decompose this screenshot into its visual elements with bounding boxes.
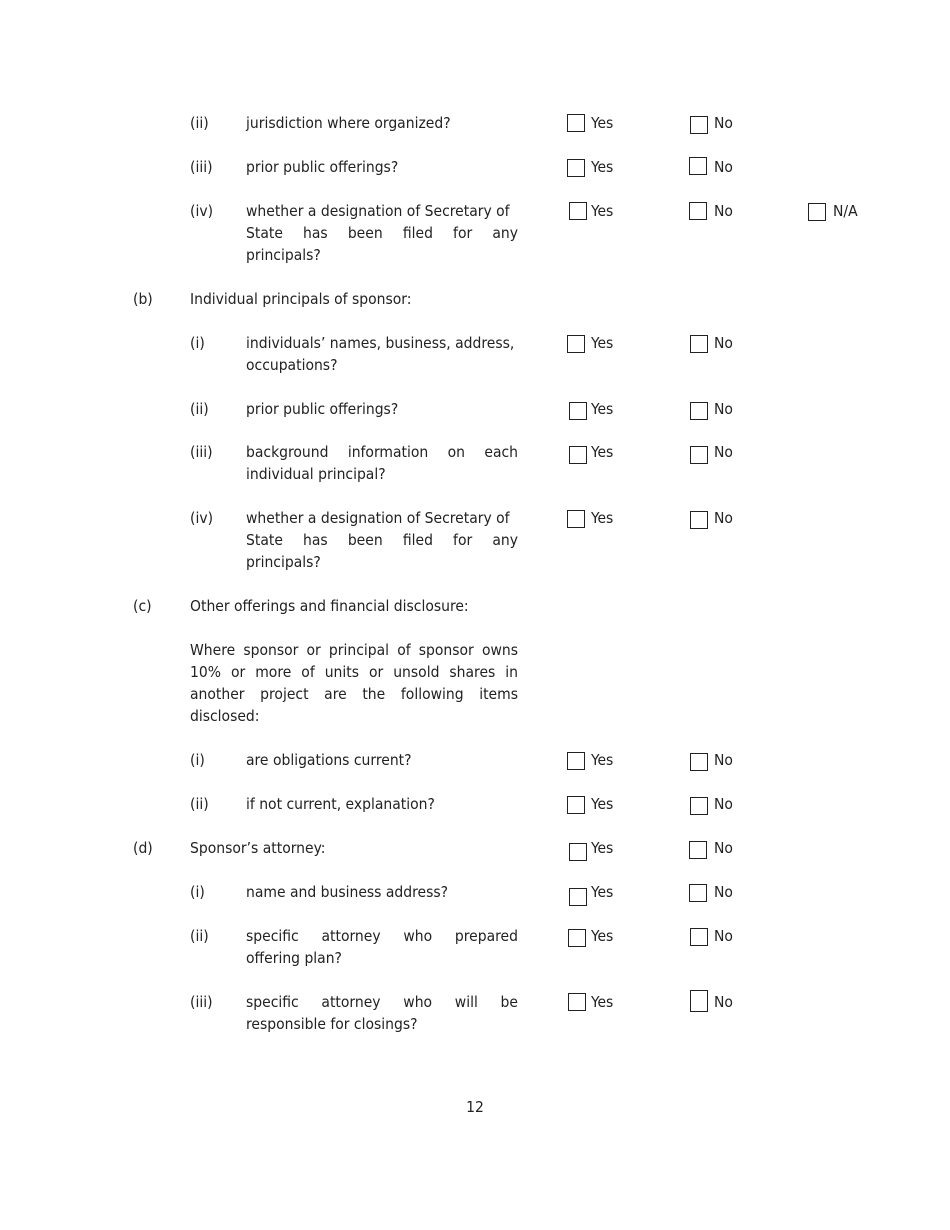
question-text: prior public offerings? — [246, 400, 399, 418]
question-line: occupations? — [246, 356, 338, 374]
item-number: (iv) — [190, 509, 214, 527]
yes-checkbox[interactable] — [567, 335, 585, 353]
yes-label: Yes — [591, 114, 614, 132]
item-number: (ii) — [190, 927, 209, 945]
item-number: (iv) — [190, 202, 214, 220]
yes-label: Yes — [591, 883, 614, 901]
yes-checkbox[interactable] — [569, 202, 587, 220]
yes-checkbox[interactable] — [567, 510, 585, 528]
yes-label: Yes — [591, 795, 614, 813]
no-checkbox[interactable] — [690, 753, 708, 771]
item-number: (iii) — [190, 443, 213, 461]
no-checkbox[interactable] — [689, 202, 707, 220]
no-label: No — [714, 795, 733, 813]
yes-checkbox[interactable] — [569, 843, 587, 861]
yes-checkbox[interactable] — [568, 993, 586, 1011]
no-checkbox[interactable] — [690, 116, 708, 134]
no-checkbox[interactable] — [689, 884, 707, 902]
no-checkbox[interactable] — [690, 990, 708, 1012]
no-checkbox[interactable] — [690, 402, 708, 420]
yes-label: Yes — [591, 927, 614, 945]
question-line: specific attorney who prepared — [246, 927, 518, 945]
section-title: Individual principals of sponsor: — [190, 290, 412, 308]
no-label: No — [714, 509, 733, 527]
no-checkbox[interactable] — [689, 841, 707, 859]
question-line: whether a designation of Secretary of — [246, 509, 510, 527]
question-text: jurisdiction where organized? — [246, 114, 451, 132]
item-number: (iii) — [190, 993, 213, 1011]
item-number: (i) — [190, 883, 205, 901]
section-number: (b) — [133, 290, 153, 308]
yes-checkbox[interactable] — [569, 446, 587, 464]
question-line: responsible for closings? — [246, 1015, 418, 1033]
yes-label: Yes — [591, 993, 614, 1011]
question-line: principals? — [246, 246, 321, 264]
question-line: State has been filed for any — [246, 224, 518, 242]
paragraph-line: Where sponsor or principal of sponsor owns — [190, 641, 518, 659]
question-text — [246, 507, 518, 573]
no-checkbox[interactable] — [690, 446, 708, 464]
na-checkbox[interactable] — [808, 203, 826, 221]
page-number: 12 — [466, 1098, 484, 1116]
yes-label: Yes — [591, 509, 614, 527]
question-line: individuals’ names, business, address, — [246, 334, 515, 352]
no-label: No — [714, 839, 733, 857]
no-label: No — [714, 158, 733, 176]
no-checkbox[interactable] — [690, 511, 708, 529]
question-text: name and business address? — [246, 883, 449, 901]
question-text — [246, 925, 518, 969]
item-number: (ii) — [190, 114, 209, 132]
no-label: No — [714, 883, 733, 901]
question-line: offering plan? — [246, 949, 342, 967]
no-label: No — [714, 751, 733, 769]
no-label: No — [714, 334, 733, 352]
question-line: State has been filed for any — [246, 531, 518, 549]
yes-label: Yes — [591, 334, 614, 352]
question-line: specific attorney who will be — [246, 993, 518, 1011]
question-text: are obligations current? — [246, 751, 412, 769]
yes-label: Yes — [591, 751, 614, 769]
no-checkbox[interactable] — [690, 797, 708, 815]
section-number: (d) — [133, 839, 153, 857]
question-line: principals? — [246, 553, 321, 571]
question-text — [246, 991, 518, 1035]
no-label: No — [714, 114, 733, 132]
question-line: background information on each — [246, 443, 518, 461]
yes-checkbox[interactable] — [569, 402, 587, 420]
yes-label: Yes — [591, 400, 614, 418]
section-number: (c) — [133, 597, 152, 615]
item-number: (i) — [190, 751, 205, 769]
yes-checkbox[interactable] — [567, 796, 585, 814]
item-number: (ii) — [190, 400, 209, 418]
question-line: whether a designation of Secretary of — [246, 202, 510, 220]
no-checkbox[interactable] — [689, 157, 707, 175]
no-checkbox[interactable] — [690, 335, 708, 353]
no-label: No — [714, 993, 733, 1011]
yes-checkbox[interactable] — [568, 929, 586, 947]
yes-checkbox[interactable] — [567, 159, 585, 177]
item-number: (iii) — [190, 158, 213, 176]
question-text: if not current, explanation? — [246, 795, 435, 813]
question-text — [246, 332, 518, 376]
item-number: (i) — [190, 334, 205, 352]
paragraph-line: disclosed: — [190, 707, 260, 725]
question-text: prior public offerings? — [246, 158, 399, 176]
paragraph-line: another project are the following items — [190, 685, 518, 703]
section-paragraph — [190, 639, 518, 727]
question-text — [246, 441, 518, 485]
yes-label: Yes — [591, 158, 614, 176]
item-number: (ii) — [190, 795, 209, 813]
question-line: individual principal? — [246, 465, 386, 483]
yes-checkbox[interactable] — [567, 114, 585, 132]
yes-label: Yes — [591, 839, 614, 857]
na-label: N/A — [833, 202, 858, 220]
no-label: No — [714, 927, 733, 945]
no-label: No — [714, 400, 733, 418]
no-label: No — [714, 202, 733, 220]
section-title: Sponsor’s attorney: — [190, 839, 326, 857]
no-checkbox[interactable] — [690, 928, 708, 946]
yes-label: Yes — [591, 202, 614, 220]
paragraph-line: 10% or more of units or unsold shares in — [190, 663, 518, 681]
yes-label: Yes — [591, 443, 614, 461]
no-label: No — [714, 443, 733, 461]
question-text — [246, 200, 518, 266]
section-title: Other offerings and financial disclosure: — [190, 597, 469, 615]
yes-checkbox[interactable] — [569, 888, 587, 906]
yes-checkbox[interactable] — [567, 752, 585, 770]
